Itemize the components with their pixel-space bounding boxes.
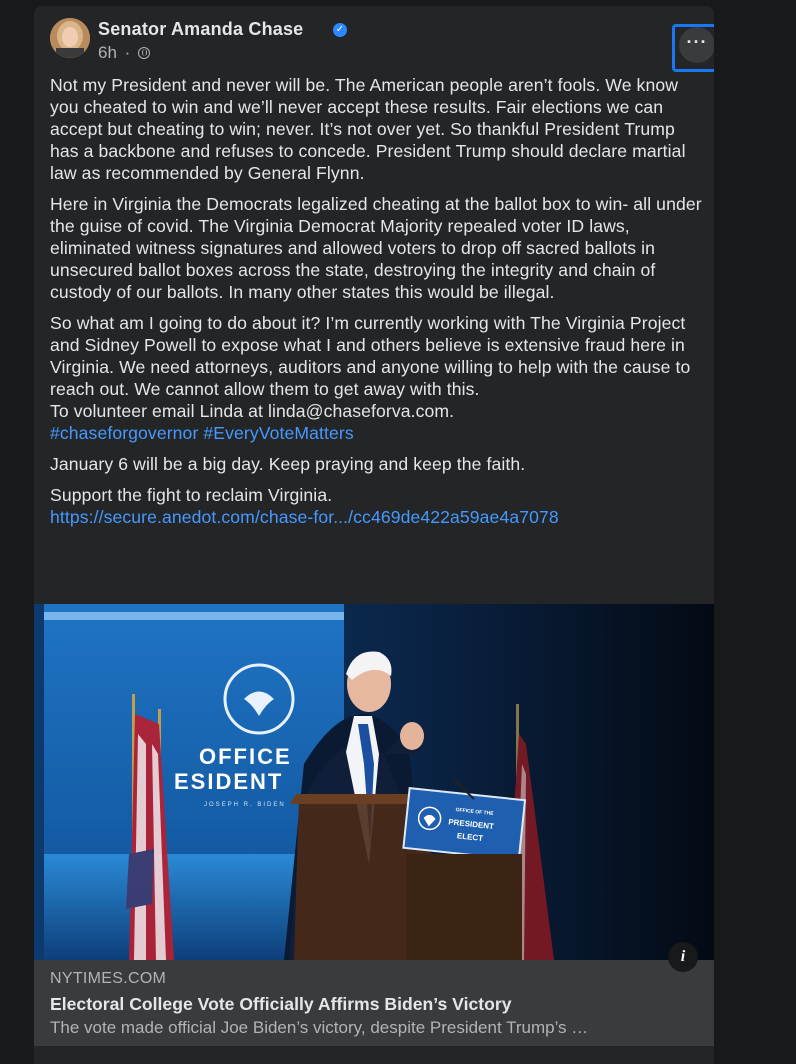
screen-text-president: ESIDENT <box>174 769 284 794</box>
link-preview-card[interactable] <box>34 960 714 1046</box>
screen-text-name: JOSEPH R. BIDEN <box>204 802 286 808</box>
post-time[interactable]: 6h <box>98 43 117 62</box>
january-line: January 6 will be a big day. Keep praying and keep the faith. <box>50 454 526 474</box>
support-line: Support the fight to reclaim Virginia. <box>50 485 333 505</box>
screen-text-office: OFFICE <box>199 744 292 769</box>
post-paragraph: Not my President and never will be. The American people aren’t fools. We know you cheated to win and we’ll never accept these results. Fair elections we can accept but cheating to win; never. It’s not over yet. So thankful President Trump has a backbone and refuses to concede. President Trump should declare martial law as recommended by General Flynn. <box>50 75 686 183</box>
link-domain: NYTIMES.COM <box>50 970 167 987</box>
post-body <box>50 74 702 528</box>
more-horizontal-icon: ··· <box>679 27 714 63</box>
post-header <box>50 18 708 62</box>
link-description: The vote made official Joe Biden’s victory, despite President Trump’s … <box>50 1018 589 1037</box>
meta-separator: · <box>124 43 131 62</box>
donation-link[interactable]: https://secure.anedot.com/chase-for.../cc469de422a59ae4a7078 <box>50 507 559 527</box>
post-paragraph: So what am I going to do about it? I’m currently working with The Virginia Project and Sidney Powell to expose what I and others believe is extensive fraud here in Virginia. We need attorneys, auditors and anyone willing to help with the cause to reach out. We cannot allow them to get away with this. <box>50 313 691 399</box>
author-name[interactable]: Senator Amanda Chase <box>98 19 304 39</box>
author-avatar[interactable] <box>50 18 90 58</box>
info-icon[interactable]: i <box>668 942 698 972</box>
public-globe-icon <box>138 47 150 59</box>
verified-badge-icon: ✓ <box>333 23 347 37</box>
more-options-button[interactable] <box>672 24 714 72</box>
podium-text-3: ELECT <box>456 831 484 844</box>
volunteer-line: To volunteer email Linda at linda@chaseforva.com. <box>50 401 455 421</box>
post-paragraph: Here in Virginia the Democrats legalized cheating at the ballot box to win- all under the guise of covid. The Virginia Democrat Majority repealed voter ID laws, eliminated witness signatures and allowed voters to drop off sacred ballots in unsecured ballot boxes across the state, destroying the integrity and chain of custody of our ballots. In many other states this would be illegal. <box>50 194 702 302</box>
hashtags-link[interactable]: #chaseforgovernor #EveryVoteMatters <box>50 423 354 443</box>
podium-text-2: PRESIDENT <box>447 817 495 832</box>
link-preview-image[interactable] <box>34 604 714 960</box>
post-meta <box>98 43 150 63</box>
link-title[interactable]: Electoral College Vote Officially Affirms Biden’s Victory <box>50 994 512 1014</box>
post-card <box>34 6 714 1064</box>
podium-text-1: OFFICE OF THE <box>455 807 494 817</box>
